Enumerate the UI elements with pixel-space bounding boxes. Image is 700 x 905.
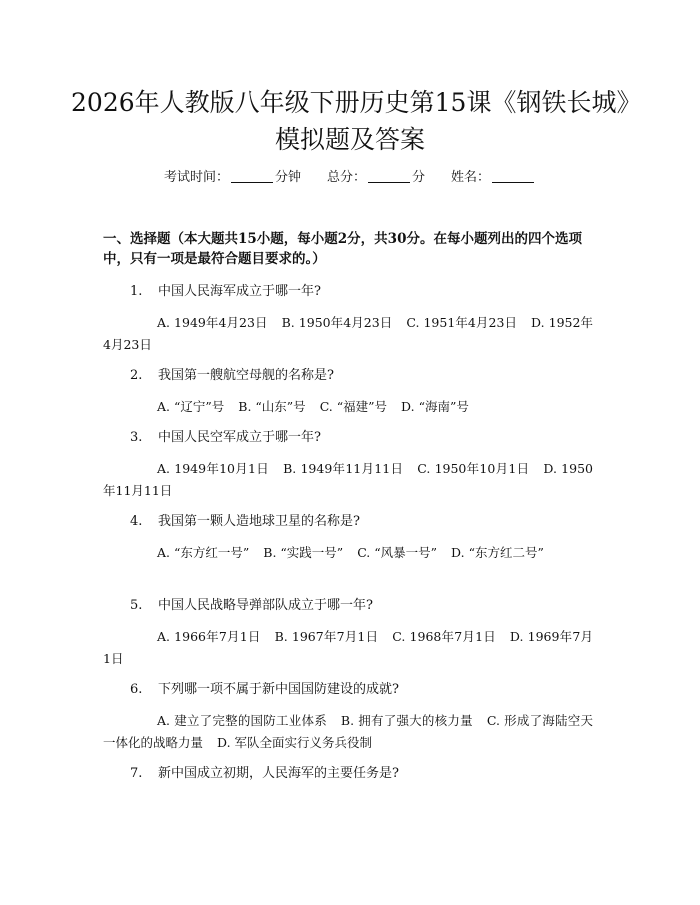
question-text: 中国人民海军成立于哪一年? [158, 284, 321, 299]
name-label: 姓名： [451, 170, 491, 185]
options-5 [103, 626, 593, 670]
score-unit: 分 [412, 170, 426, 185]
option-c: C. 1968年7月1日 [392, 629, 496, 644]
option-d: D. 军队全面实行义务兵役制 [217, 735, 373, 750]
time-label: 考试时间： [163, 170, 229, 185]
question-number: 2. [130, 368, 143, 383]
question-number: 5. [130, 598, 143, 613]
exam-meta [0, 169, 700, 187]
question-text: 我国第一艘航空母舰的名称是? [158, 368, 334, 383]
score-label: 总分： [326, 170, 366, 185]
question-7 [130, 764, 399, 784]
option-c: C. 形成了海陆空天一体化的战略力量 [103, 713, 593, 750]
question-6 [130, 680, 399, 700]
options-2 [103, 396, 593, 418]
option-d: D. 1969年7月1日 [103, 629, 593, 666]
option-b: B. 拥有了强大的核力量 [340, 713, 473, 728]
time-unit: 分钟 [274, 170, 301, 185]
option-d: D. “东方红二号” [451, 545, 544, 560]
option-a: A. 1966年7月1日 [157, 629, 261, 644]
question-number: 1. [130, 284, 143, 299]
option-d: D. 1952年4月23日 [103, 315, 593, 352]
option-a: A. 建立了完整的国防工业体系 [157, 713, 327, 728]
options-3 [103, 458, 593, 502]
option-b: B. 1950年4月23日 [281, 315, 393, 330]
question-5 [130, 596, 373, 616]
question-number: 6. [130, 682, 143, 697]
question-text: 下列哪一项不属于新中国国防建设的成就? [158, 682, 399, 697]
options-1 [103, 312, 593, 356]
option-a: A. “辽宁”号 [157, 399, 225, 414]
option-c: C. 1950年10月1日 [417, 461, 530, 476]
time-blank [231, 182, 273, 183]
question-2 [130, 366, 334, 386]
score-blank [368, 182, 410, 183]
option-a: A. 1949年4月23日 [157, 315, 268, 330]
option-b: B. 1967年7月1日 [274, 629, 379, 644]
option-b: B. 1949年11月11日 [283, 461, 404, 476]
question-text: 中国人民空军成立于哪一年? [158, 430, 321, 445]
option-d: D. 1950年11月11日 [103, 461, 593, 498]
question-text: 我国第一颗人造地球卫星的名称是? [158, 514, 360, 529]
document-title: 2026年人教版八年级下册历史第15课《钢铁长城》模拟题及答案 [71, 88, 629, 154]
question-number: 7. [130, 766, 143, 781]
question-4 [130, 512, 360, 532]
question-3 [130, 428, 321, 448]
option-a: A. 1949年10月1日 [157, 461, 270, 476]
option-b: B. “实践一号” [263, 545, 344, 560]
question-number: 3. [130, 430, 143, 445]
option-c: C. “福建”号 [319, 399, 388, 414]
option-c: C. 1951年4月23日 [406, 315, 518, 330]
option-b: B. “山东”号 [238, 399, 306, 414]
name-blank [492, 182, 534, 183]
question-1 [130, 282, 321, 302]
option-c: C. “风暴一号” [357, 545, 438, 560]
options-6 [103, 710, 593, 754]
question-number: 4. [130, 514, 143, 529]
section-heading: 一、选择题（本大题共15小题，每小题2分，共30分。在每小题列出的四个选项中，只有一项是最符合题目要求的。） [103, 231, 582, 267]
option-d: D. “海南”号 [401, 399, 469, 414]
options-4 [103, 542, 593, 564]
option-a: A. “东方红一号” [157, 545, 250, 560]
question-text: 新中国成立初期，人民海军的主要任务是? [158, 766, 399, 781]
question-text: 中国人民战略导弹部队成立于哪一年? [158, 598, 373, 613]
